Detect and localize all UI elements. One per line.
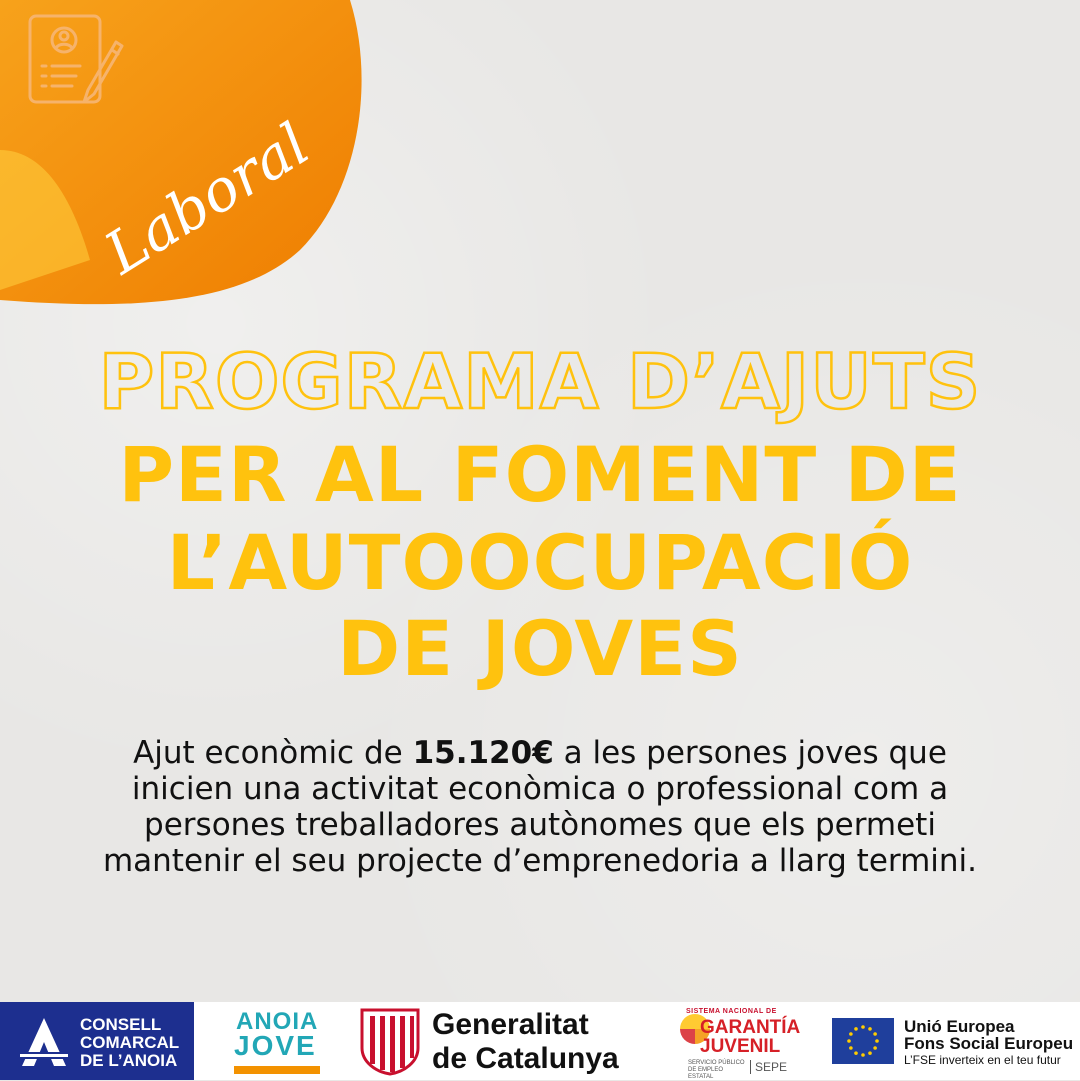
eu-star: [875, 1039, 879, 1043]
headline-line-4: DE JOVES: [337, 604, 743, 693]
description-prefix: Ajut econòmic de: [133, 735, 413, 771]
anoia-jove-line-2: JOVE: [234, 1030, 317, 1061]
eu-flag-icon: [832, 1018, 894, 1064]
consell-line-3: DE L’ANOIA: [80, 1051, 178, 1070]
description-rest: a les persones joves que inicien una activitat econòmica o professional com a persones treballadores autònomes que els permeti mantenir el seu projecte d’emprenedoria a llarg termini.: [102, 735, 978, 879]
headline-line-1: PROGRAMA D’AJUTS: [98, 337, 982, 426]
anoia-jove-bar: [234, 1066, 320, 1074]
garantia-sub-text: SERVICIO PÚBLICO DE EMPLEO ESTATAL: [688, 1060, 745, 1080]
generalitat-shield-icon: [358, 1006, 422, 1076]
headline-line-2: PER AL FOMENT DE: [118, 430, 962, 519]
description-amount: 15.120€: [412, 735, 554, 771]
eu-star: [873, 1046, 877, 1050]
sponsor-footer: [0, 1002, 1080, 1080]
generalitat-line-1: Generalitat: [432, 1008, 589, 1041]
headline-line-3: L’AUTOOCUPACIÓ: [166, 518, 914, 607]
eu-line-1: Unió Europea: [904, 1017, 1015, 1036]
eu-line-2: Fons Social Europeu: [904, 1034, 1074, 1053]
eu-star: [868, 1051, 872, 1055]
eu-star: [854, 1051, 858, 1055]
garantia-line-2: JUVENIL: [700, 1036, 781, 1057]
eu-star: [847, 1039, 851, 1043]
eu-star: [854, 1027, 858, 1031]
consell-line-2: COMARCAL: [80, 1033, 180, 1052]
eu-star: [849, 1046, 853, 1050]
consell-comarcal-text: [80, 1016, 179, 1070]
eu-star: [861, 1025, 865, 1029]
laboral-tag: [70, 80, 321, 288]
generalitat-line-2: de Catalunya: [432, 1042, 619, 1075]
laboral-label: Laboral: [93, 109, 321, 288]
eu-star: [849, 1032, 853, 1036]
garantia-small-text: SISTEMA NACIONAL DE: [686, 1008, 777, 1015]
description-paragraph: [95, 735, 985, 879]
generalitat-text: [432, 1008, 619, 1076]
eu-star: [873, 1032, 877, 1036]
garantia-juvenil-logo: [678, 1008, 808, 1078]
eu-star: [861, 1053, 865, 1057]
consell-comarcal-logo: [0, 1002, 194, 1080]
eu-line-3: L’FSE inverteix en el teu futur: [904, 1053, 1061, 1067]
sepe-text: SEPE: [750, 1060, 787, 1074]
eu-star: [868, 1027, 872, 1031]
anoia-jove-line-1: ANOIA: [236, 1008, 319, 1035]
consell-line-1: CONSELL: [80, 1015, 162, 1034]
anoia-jove-logo: [230, 1006, 322, 1078]
garantia-line-1: GARANTÍA: [700, 1017, 801, 1038]
consell-a-mark-icon: [18, 1014, 70, 1070]
